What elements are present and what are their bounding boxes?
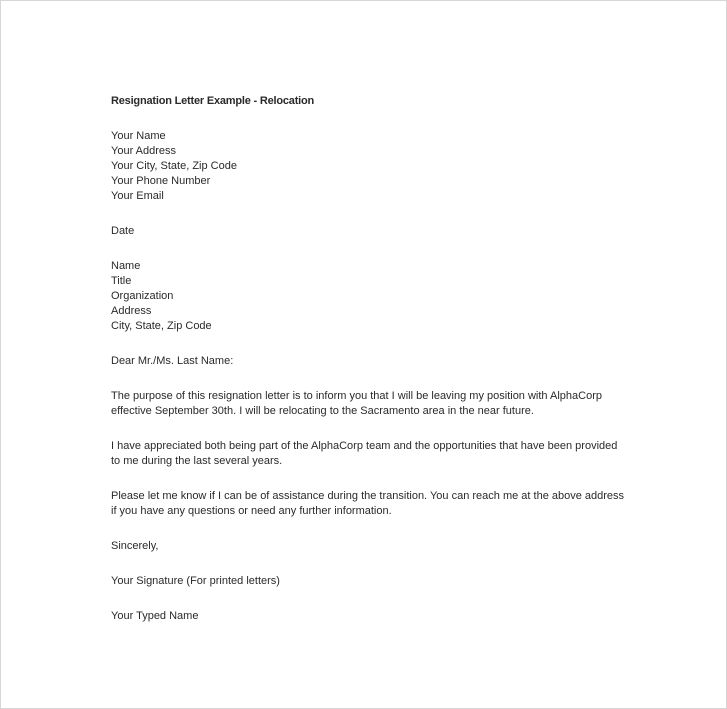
salutation: Dear Mr./Ms. Last Name: <box>111 355 234 367</box>
sender-address: Your Address <box>111 145 177 157</box>
recipient-address: Address <box>111 305 152 317</box>
salutation-block <box>111 354 641 369</box>
body-paragraph-1 <box>111 389 641 419</box>
sender-name: Your Name <box>111 130 166 142</box>
body-paragraph-2 <box>111 439 641 469</box>
sender-phone: Your Phone Number <box>111 175 211 187</box>
letter-date: Date <box>111 225 135 237</box>
closing: Sincerely, <box>111 540 159 552</box>
recipient-city-state-zip: City, State, Zip Code <box>111 320 212 332</box>
body-paragraph-line: to me during the last several years. <box>111 455 283 467</box>
body-paragraph-line: I have appreciated both being part of the AlphaCorp team and the opportunities that have been provided <box>111 440 618 452</box>
typed-name: Your Typed Name <box>111 610 199 622</box>
sender-city-state-zip: Your City, State, Zip Code <box>111 160 237 172</box>
letter-content <box>111 94 641 624</box>
recipient-block <box>111 259 641 334</box>
body-paragraph-line: The purpose of this resignation letter is to inform you that I will be leaving my position with AlphaCorp <box>111 390 602 402</box>
body-paragraph-line: Please let me know if I can be of assistance during the transition. You can reach me at the above address <box>111 490 625 502</box>
recipient-name: Name <box>111 260 141 272</box>
sender-email: Your Email <box>111 190 164 202</box>
recipient-title: Title <box>111 275 132 287</box>
recipient-organization: Organization <box>111 290 174 302</box>
typed-name-block <box>111 609 641 624</box>
closing-block <box>111 539 641 554</box>
body-paragraph-3 <box>111 489 641 519</box>
signature-block <box>111 574 641 589</box>
letter-title: Resignation Letter Example - Relocation <box>111 95 315 107</box>
body-paragraph-line: if you have any questions or need any further information. <box>111 505 392 517</box>
body-paragraph-line: effective September 30th. I will be relocating to the Sacramento area in the near future. <box>111 405 534 417</box>
signature-line: Your Signature (For printed letters) <box>111 575 280 587</box>
sender-block <box>111 129 641 204</box>
date-block <box>111 224 641 239</box>
